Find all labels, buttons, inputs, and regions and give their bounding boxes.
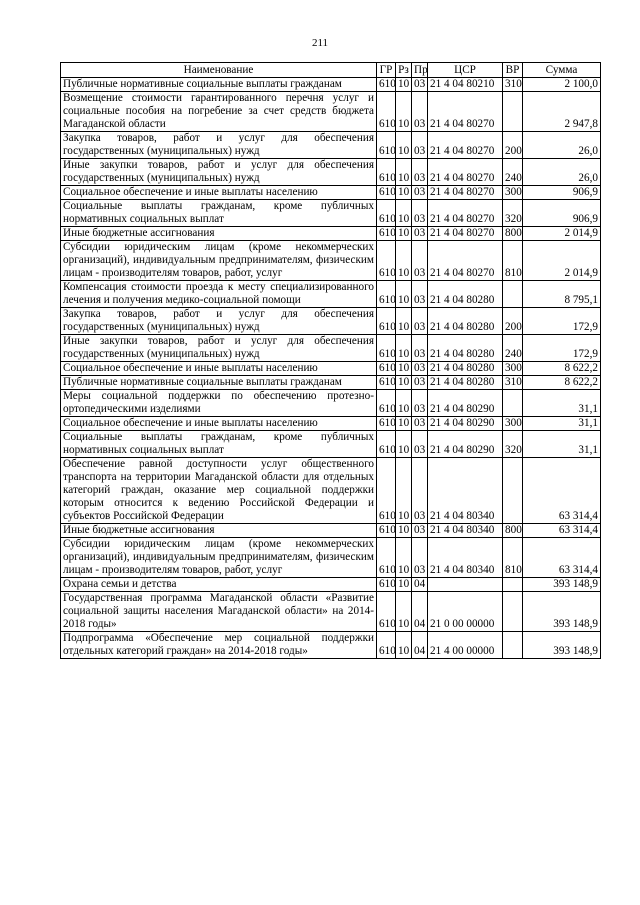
row-vr: 320 (503, 431, 523, 458)
table-row (61, 417, 601, 431)
row-gr: 610 (377, 458, 396, 524)
row-rz: 10 (396, 376, 412, 390)
row-pr: 03 (412, 227, 428, 241)
row-vr (503, 592, 523, 632)
row-pr: 03 (412, 78, 428, 92)
row-rz: 10 (396, 159, 412, 186)
row-csr: 21 4 04 80340 (428, 524, 503, 538)
row-pr: 03 (412, 417, 428, 431)
row-csr: 21 4 04 80270 (428, 159, 503, 186)
row-name: Иные бюджетные ассигнования (61, 524, 377, 538)
row-csr: 21 4 04 80270 (428, 227, 503, 241)
row-pr: 03 (412, 159, 428, 186)
row-csr: 21 4 04 80270 (428, 241, 503, 281)
row-name: Охрана семьи и детства (61, 578, 377, 592)
row-name: Социальное обеспечение и иные выплаты населению (61, 417, 377, 431)
row-rz: 10 (396, 186, 412, 200)
row-csr: 21 4 04 80280 (428, 376, 503, 390)
row-vr (503, 458, 523, 524)
row-csr: 21 4 04 80280 (428, 281, 503, 308)
table-row (61, 632, 601, 659)
row-sum: 31,1 (523, 417, 601, 431)
header-csr: ЦСР (428, 63, 503, 78)
row-csr: 21 4 04 80270 (428, 92, 503, 132)
row-name: Закупка товаров, работ и услуг для обеспечения государственных (муниципальных) нужд (61, 132, 377, 159)
row-pr: 03 (412, 308, 428, 335)
row-sum: 63 314,4 (523, 524, 601, 538)
row-gr: 610 (377, 538, 396, 578)
row-csr: 21 4 04 80270 (428, 132, 503, 159)
row-name: Публичные нормативные социальные выплаты гражданам (61, 78, 377, 92)
row-pr: 03 (412, 524, 428, 538)
row-gr: 610 (377, 592, 396, 632)
table-row (61, 132, 601, 159)
row-vr (503, 578, 523, 592)
table-row (61, 538, 601, 578)
row-gr: 610 (377, 390, 396, 417)
row-csr: 21 4 04 80280 (428, 362, 503, 376)
row-pr: 03 (412, 200, 428, 227)
row-gr: 610 (377, 376, 396, 390)
row-vr: 810 (503, 241, 523, 281)
row-sum: 31,1 (523, 431, 601, 458)
table-row (61, 281, 601, 308)
budget-table (60, 62, 601, 659)
row-rz: 10 (396, 390, 412, 417)
header-vr: ВР (503, 63, 523, 78)
row-gr: 610 (377, 227, 396, 241)
row-sum: 393 148,9 (523, 592, 601, 632)
row-vr: 200 (503, 308, 523, 335)
row-csr: 21 4 04 80290 (428, 431, 503, 458)
row-sum: 393 148,9 (523, 632, 601, 659)
row-name: Социальное обеспечение и иные выплаты населению (61, 186, 377, 200)
row-sum: 2 014,9 (523, 241, 601, 281)
row-sum: 906,9 (523, 200, 601, 227)
row-rz: 10 (396, 578, 412, 592)
row-rz: 10 (396, 362, 412, 376)
table-row (61, 431, 601, 458)
row-name: Социальные выплаты гражданам, кроме публичных нормативных социальных выплат (61, 200, 377, 227)
row-gr: 610 (377, 431, 396, 458)
row-name: Иные закупки товаров, работ и услуг для обеспечения государственных (муниципальных) нужд (61, 335, 377, 362)
header-gr: ГР (377, 63, 396, 78)
row-gr: 610 (377, 241, 396, 281)
row-gr: 610 (377, 578, 396, 592)
table-row (61, 458, 601, 524)
row-name: Публичные нормативные социальные выплаты гражданам (61, 376, 377, 390)
row-sum: 172,9 (523, 308, 601, 335)
row-name: Возмещение стоимости гарантированного перечня услуг и социальные пособия на погребение за счет средств бюджета Магаданской области (61, 92, 377, 132)
row-rz: 10 (396, 308, 412, 335)
row-csr: 21 0 00 00000 (428, 592, 503, 632)
row-gr: 610 (377, 78, 396, 92)
row-rz: 10 (396, 417, 412, 431)
table-row (61, 159, 601, 186)
row-rz: 10 (396, 227, 412, 241)
row-sum: 2 947,8 (523, 92, 601, 132)
row-pr: 03 (412, 376, 428, 390)
row-gr: 610 (377, 186, 396, 200)
row-name: Иные закупки товаров, работ и услуг для обеспечения государственных (муниципальных) нужд (61, 159, 377, 186)
row-name: Компенсация стоимости проезда к месту специализированного лечения и получения медико-социальной помощи (61, 281, 377, 308)
row-rz: 10 (396, 281, 412, 308)
row-csr: 21 4 04 80340 (428, 458, 503, 524)
row-pr: 03 (412, 335, 428, 362)
row-sum: 8 622,2 (523, 362, 601, 376)
row-pr: 03 (412, 538, 428, 578)
row-gr: 610 (377, 417, 396, 431)
row-pr: 03 (412, 390, 428, 417)
table-row (61, 362, 601, 376)
row-vr: 300 (503, 186, 523, 200)
row-pr: 03 (412, 92, 428, 132)
row-rz: 10 (396, 335, 412, 362)
row-name: Социальные выплаты гражданам, кроме публичных нормативных социальных выплат (61, 431, 377, 458)
row-name: Обеспечение равной доступности услуг общественного транспорта на территории Магаданской области для отдельных категорий граждан, оказание мер социальной поддержки которым относится к ведению Российской Федерации и субъектов Российской Федерации (61, 458, 377, 524)
row-pr: 04 (412, 578, 428, 592)
row-vr: 300 (503, 362, 523, 376)
row-pr: 03 (412, 362, 428, 376)
row-sum: 2 100,0 (523, 78, 601, 92)
row-vr: 810 (503, 538, 523, 578)
row-name: Субсидии юридическим лицам (кроме некоммерческих организаций), индивидуальным предпринимателям, физическим лицам - производителям товаров, работ, услуг (61, 538, 377, 578)
row-vr: 240 (503, 335, 523, 362)
row-gr: 610 (377, 524, 396, 538)
row-vr (503, 390, 523, 417)
row-vr: 800 (503, 227, 523, 241)
row-rz: 10 (396, 592, 412, 632)
row-rz: 10 (396, 132, 412, 159)
table-row (61, 390, 601, 417)
table-row (61, 227, 601, 241)
row-csr: 21 4 00 00000 (428, 632, 503, 659)
row-pr: 03 (412, 186, 428, 200)
table-row (61, 78, 601, 92)
row-gr: 610 (377, 200, 396, 227)
row-rz: 10 (396, 632, 412, 659)
row-rz: 10 (396, 458, 412, 524)
row-vr: 320 (503, 200, 523, 227)
row-vr: 310 (503, 376, 523, 390)
row-gr: 610 (377, 281, 396, 308)
row-sum: 172,9 (523, 335, 601, 362)
row-gr: 610 (377, 308, 396, 335)
row-pr: 04 (412, 632, 428, 659)
row-rz: 10 (396, 431, 412, 458)
row-gr: 610 (377, 92, 396, 132)
row-vr (503, 281, 523, 308)
row-name: Субсидии юридическим лицам (кроме некоммерческих организаций), индивидуальным предпринимателям, физическим лицам - производителям товаров, работ, услуг (61, 241, 377, 281)
row-vr: 300 (503, 417, 523, 431)
row-sum: 63 314,4 (523, 538, 601, 578)
row-csr: 21 4 04 80280 (428, 308, 503, 335)
table-row (61, 524, 601, 538)
row-sum: 26,0 (523, 159, 601, 186)
row-sum: 906,9 (523, 186, 601, 200)
row-name: Иные бюджетные ассигнования (61, 227, 377, 241)
row-sum: 31,1 (523, 390, 601, 417)
row-sum: 8 622,2 (523, 376, 601, 390)
row-csr: 21 4 04 80270 (428, 200, 503, 227)
row-pr: 03 (412, 431, 428, 458)
row-gr: 610 (377, 132, 396, 159)
row-gr: 610 (377, 632, 396, 659)
row-vr: 800 (503, 524, 523, 538)
row-sum: 26,0 (523, 132, 601, 159)
row-gr: 610 (377, 159, 396, 186)
row-vr (503, 92, 523, 132)
row-vr: 240 (503, 159, 523, 186)
page-number: 211 (311, 37, 329, 49)
header-rz: Рз (396, 63, 412, 78)
table-row (61, 335, 601, 362)
row-csr (428, 578, 503, 592)
row-vr: 310 (503, 78, 523, 92)
row-rz: 10 (396, 524, 412, 538)
header-sum: Сумма (523, 63, 601, 78)
row-pr: 03 (412, 281, 428, 308)
header-pr: Пр (412, 63, 428, 78)
row-csr: 21 4 04 80270 (428, 186, 503, 200)
row-rz: 10 (396, 241, 412, 281)
row-csr: 21 4 04 80280 (428, 335, 503, 362)
table-row (61, 578, 601, 592)
row-sum: 393 148,9 (523, 578, 601, 592)
table-row (61, 200, 601, 227)
row-pr: 03 (412, 458, 428, 524)
row-sum: 2 014,9 (523, 227, 601, 241)
row-gr: 610 (377, 335, 396, 362)
row-rz: 10 (396, 92, 412, 132)
row-csr: 21 4 04 80290 (428, 417, 503, 431)
row-sum: 8 795,1 (523, 281, 601, 308)
row-pr: 03 (412, 241, 428, 281)
row-vr (503, 632, 523, 659)
table-row (61, 376, 601, 390)
row-gr: 610 (377, 362, 396, 376)
row-csr: 21 4 04 80210 (428, 78, 503, 92)
table-row (61, 92, 601, 132)
row-name: Закупка товаров, работ и услуг для обеспечения государственных (муниципальных) нужд (61, 308, 377, 335)
row-csr: 21 4 04 80340 (428, 538, 503, 578)
row-name: Меры социальной поддержки по обеспечению протезно-ортопедическими изделиями (61, 390, 377, 417)
row-rz: 10 (396, 538, 412, 578)
row-csr: 21 4 04 80290 (428, 390, 503, 417)
row-vr: 200 (503, 132, 523, 159)
table-row (61, 186, 601, 200)
row-rz: 10 (396, 78, 412, 92)
row-pr: 04 (412, 592, 428, 632)
table-header-row (61, 63, 601, 78)
table-row (61, 308, 601, 335)
row-sum: 63 314,4 (523, 458, 601, 524)
table-row (61, 241, 601, 281)
header-name: Наименование (61, 63, 377, 78)
row-name: Государственная программа Магаданской области «Развитие социальной защиты населения Магаданской области» на 2014-2018 годы» (61, 592, 377, 632)
row-rz: 10 (396, 200, 412, 227)
row-name: Подпрограмма «Обеспечение мер социальной поддержки отдельных категорий граждан» на 2014-2018 годы» (61, 632, 377, 659)
row-name: Социальное обеспечение и иные выплаты населению (61, 362, 377, 376)
table-row (61, 592, 601, 632)
row-pr: 03 (412, 132, 428, 159)
